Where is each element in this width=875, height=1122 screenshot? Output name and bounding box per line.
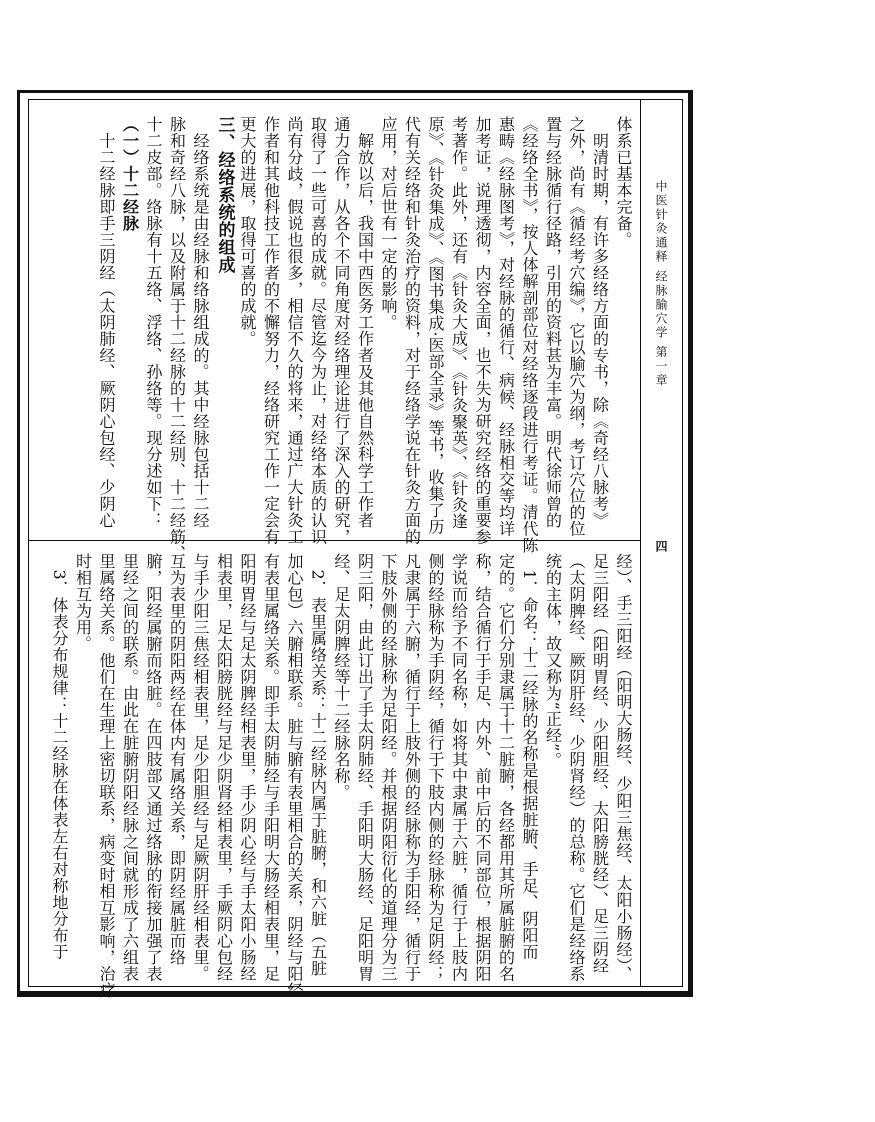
- text-line: 侧的经脉称为手阴经，循行于下肢内侧的经脉称为足阴经；: [426, 553, 445, 982]
- text-line: 明清时期，有许多经络方面的专书，除《奇经八脉考》: [590, 116, 610, 529]
- text-line: 更大的进展，取得可喜的成就。: [238, 116, 257, 347]
- text-line: 十二皮部。络脉有十五络、浮络、孙络等。现分述如下：: [144, 116, 163, 529]
- text-line: 互为表里的阴阳两经在体内有属络关系，即阴经属脏而络: [167, 553, 187, 966]
- text-line: 1．命名：十二经脉的名称是根据脏腑、手足、阴阳而: [520, 553, 539, 960]
- text-line: 统的主体，故又称为“正经”。: [543, 553, 563, 769]
- text-line: 2．表里属络关系：十二经脉内属于脏腑，和六脏（五脏: [308, 553, 328, 977]
- text-line: 阳明胃经与足太阴脾经相表里，手少阴心经与手太阳小肠经: [238, 553, 257, 982]
- top-text-band: [97, 116, 635, 562]
- text-line: 学说而给予不同名称，如将其中隶属于六脏，循行于上肢内: [449, 553, 469, 982]
- page-number: 四: [654, 540, 668, 552]
- text-line: 经络系统是由经脉和络脉组成的。其中经脉包括十二经: [191, 116, 210, 529]
- text-line: 应用，对后世有一定的影响。: [379, 116, 398, 331]
- text-line: 《经络全书》，按人体解剖部位对经络逐段进行考证。清代陈: [520, 116, 539, 554]
- text-line: 腑，阳经属腑而络脏。在四肢部又通过络脉的衔接加强了表: [144, 553, 163, 982]
- text-line: 十二经脉即手三阴经（太阴肺经、厥阴心包经、少阴心: [97, 116, 116, 529]
- text-line: 足三阳经（阳明胃经、少阳胆经、太阳膀胱经）、足三阴经: [590, 553, 610, 974]
- text-line: 解放以后，我国中西医务工作者及其他自然科学工作者: [355, 116, 375, 529]
- header-column: [640, 100, 682, 986]
- text-line: 时相互为用。: [73, 553, 93, 652]
- text-line: 经）、手三阳经（阳明大肠经、少阳三焦经、太阳小肠经）、: [614, 553, 633, 983]
- text-line: 加考证，说理透彻，内容全面，也不失为研究经络的重要参: [473, 116, 492, 545]
- text-line: 里经之间的联系。由此在脏腑阴阳经脉之间就形成了六组表: [120, 553, 140, 982]
- text-line: 代有关经络和针灸治疗的资料，对于经络学说在针灸方面的: [402, 116, 422, 545]
- text-line: 有表里属络关系。即手太阴肺经与手阳明大肠经相表里，足: [261, 553, 281, 982]
- sub-title: （一）十二经脉: [120, 116, 140, 232]
- text-line: 阴三阳，由此订出了手太阴肺经、手阳明大肠经、足阳明胃: [355, 553, 375, 982]
- text-line: 脉和奇经八脉，以及附属于十二经脉的十二经别、十二经筋、: [167, 116, 187, 562]
- text-line: 考著作。此外，还有《针灸大成》、《针灸聚英》、《针灸逢: [449, 116, 469, 530]
- text-line: 下肢外侧的经脉称为足阳经。并根据阴阳衍化的道理分为三: [379, 553, 398, 982]
- text-line: 相表里，足太阳膀胱经与足少阴肾经相表里，手厥阴心包经: [214, 553, 234, 982]
- text-line: 加心包）六腑相联系。脏与腑有表里相合的关系，阴经与阳经: [285, 553, 304, 999]
- text-line: 作者和其他科技工作者的不懈努力，经络研究工作一定会有: [261, 116, 281, 545]
- text-line: 里属络关系。他们在生理上密切联系，病变时相互影响，治疗: [97, 553, 116, 999]
- text-line: 通力合作，从各个不同角度对经络理论进行了深入的研究，: [332, 116, 351, 545]
- text-line: （太阴脾经、厥阴肝经、少阴肾经）的总称。它们是经络系: [567, 553, 586, 982]
- running-head: 中医针灸通释 经脉腧穴学 第一章: [654, 180, 668, 388]
- text-line: 凡隶属于六腑，循行于上肢外侧的经脉称为手阳经，循行于: [402, 553, 422, 982]
- text-line: 经、足太阴脾经等十二经脉名称。: [332, 553, 351, 801]
- text-line: 称，结合循行于手足、内外、前中后的不同部位，根据阴阳: [473, 553, 492, 982]
- section-title: 三、经络系统的组成: [214, 116, 235, 274]
- bottom-text-band: [30, 553, 635, 999]
- text-line: 取得了一些可喜的成就。尽管迄今为止，对经络本质的认识: [308, 116, 328, 545]
- text-line: 惠畴《经脉图考》，对经脉的循行、病候、经脉相交等均详: [496, 116, 516, 537]
- text-line: 3．体表分布规律：十二经脉在体表左右对称地分布于: [50, 553, 69, 960]
- text-line: 置与经脉循行径路，引用的资料甚为丰富。明代徐师曾的: [543, 116, 563, 529]
- text-line: 之外，尚有《循经考穴编》，它以腧穴为纲，考订穴位的位: [567, 116, 586, 537]
- text-line: 定的。它们分别隶属于十二脏腑，各经都用其所属脏腑的名: [496, 553, 516, 982]
- text-line: 原》、《针灸集成》、《图书集成·医部全录》等书，收集了历: [426, 116, 445, 536]
- text-line: 尚有分歧，假说也很多，相信不久的将来，通过广大针灸工: [285, 116, 304, 545]
- text-line: 体系已基本完备。: [614, 116, 633, 248]
- text-line: 与手少阳三焦经相表里，足少阳胆经与足厥阴肝经相表里。: [191, 553, 210, 982]
